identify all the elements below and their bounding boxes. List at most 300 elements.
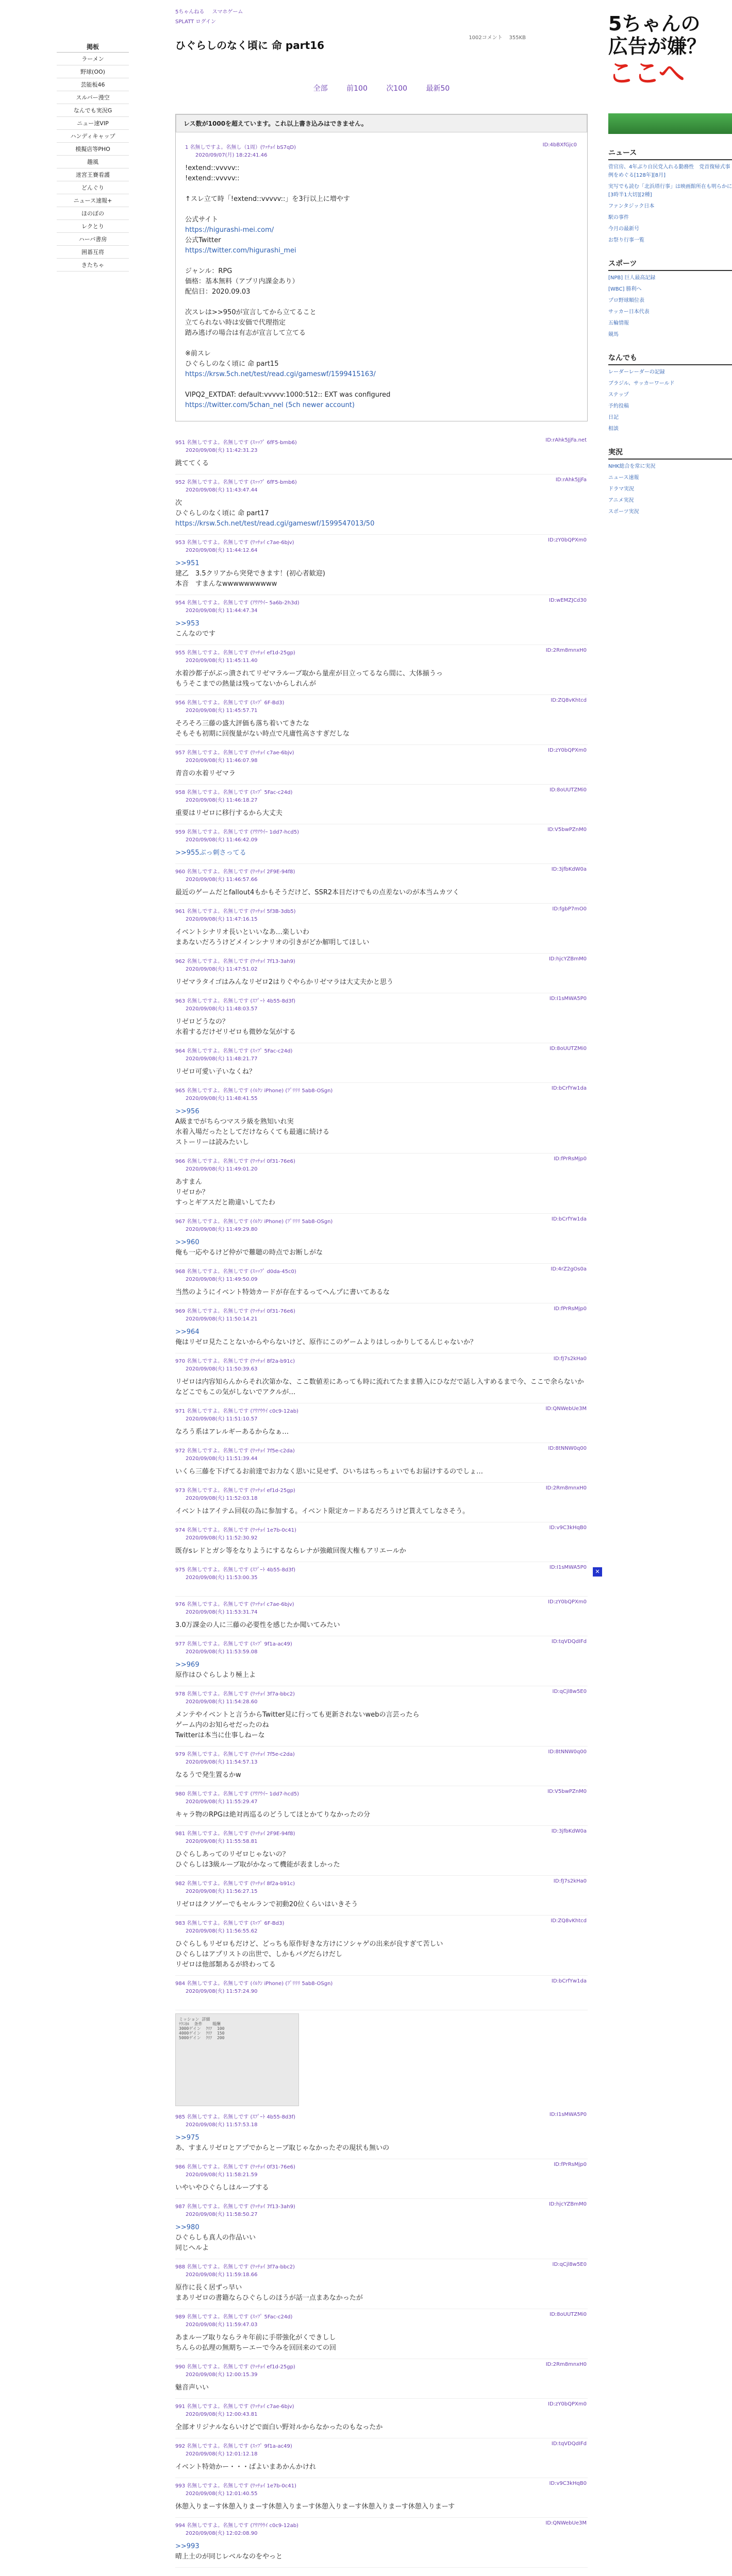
post [175, 1686, 588, 1747]
post-date: 2020/09/08(火) 12:02:08.90 [186, 2531, 258, 2536]
post-date: 2020/09/08(火) 11:58:21.59 [186, 2172, 258, 2178]
nav-item[interactable]: 趣風 [57, 156, 129, 168]
sidebar-link[interactable]: ニュース速報 [608, 475, 639, 481]
post [175, 2109, 588, 2159]
post-header[interactable]: 956 名無しですよ。名無しです (ｽｯﾌﾟ 6F-Bd3) [175, 700, 285, 706]
post-date: 2020/09/08(火) 11:57:24.90 [186, 1989, 258, 1994]
post-text-line: イベントシナリオ長いといいなあ…楽しいわ [175, 928, 309, 936]
post-body [175, 848, 588, 858]
post-header[interactable]: 960 名無しですよ。名無しです (ﾜｯﾁｮｲ 2F9E-94f8) [175, 869, 295, 875]
post-text-line: 同じへルよ [175, 2244, 209, 2252]
post-body [175, 1017, 588, 1038]
post-header[interactable]: 970 名無しですよ。名無しです (ﾜｯﾁｮｲ 8f2a-b91c) [175, 1359, 295, 1364]
right-sidebar [608, 0, 732, 519]
nav-item[interactable]: 囲碁互将 [57, 246, 129, 259]
post-date: 2020/09/08(火) 11:53:59.08 [186, 1649, 258, 1655]
post-date: 2020/09/08(火) 11:49:29.80 [186, 1227, 258, 1232]
post-id[interactable]: ID:4rZ2gOs0a [551, 1266, 587, 1272]
post-date: 2020/09/08(火) 11:47:51.02 [186, 967, 258, 972]
post-text-line: ひぐらしは3級ルーブ取がかなって機能が表ましかった [175, 1861, 340, 1869]
post-header[interactable]: 990 名無しですよ。名無しです (ﾜｯﾁｮｲ ef1d-25gp) [175, 2364, 295, 2370]
post-text-line: 建乙 3.5クリアから突発できます！(初心者歓迎) [175, 570, 325, 578]
post [175, 904, 588, 954]
post-date: 2020/09/08(火) 11:50:14.21 [186, 1316, 258, 1322]
post-date: 2020/09/08(火) 12:00:43.81 [186, 2412, 258, 2417]
post-date: 2020/09/08(火) 11:46:57.66 [186, 877, 258, 883]
post [175, 1522, 588, 1562]
sidebar-link[interactable]: ドラマ実況 [608, 486, 634, 492]
main-content [175, 0, 600, 2568]
reply-anchor-link[interactable]: >>964 [175, 1328, 199, 1336]
sidebar-link[interactable]: 駅の事件 [608, 215, 629, 221]
post-text-line: 立てられない時は安価で代理指定 [185, 319, 286, 327]
post-header[interactable]: 973 名無しですよ。名無しです (ﾜｯﾁｮｲ ef1d-25gp) [175, 1488, 295, 1494]
post-text-line: 原作に長く居ずっ早い [175, 2284, 242, 2292]
post [175, 2438, 588, 2478]
post-id[interactable]: ID:I1sMWA5P0 [549, 996, 587, 1002]
post-text-line: イベント特効かー・・・ばよいまあかんかけれ [175, 2463, 317, 2471]
post-header[interactable]: 979 名無しですよ。名無しです (ﾜｯﾁｮｲ 7f5e-c2da) [175, 1752, 295, 1757]
post-body [175, 1377, 588, 1398]
sidebar-section [608, 447, 732, 516]
post-date: 2020/09/08(火) 11:59:18.66 [186, 2272, 258, 2278]
post-body [175, 1107, 588, 1148]
post-id[interactable]: ID:fJ7s2kHa0 [553, 1356, 587, 1362]
post-id[interactable]: ID:fJ7s2kHa0 [553, 1878, 587, 1884]
post-text-line: いやいやひぐらしはルーブする [175, 2184, 269, 2192]
post-header[interactable]: 992 名無しですよ。名無しです (ｽｯﾌﾟ 9f1a-ac49) [175, 2444, 292, 2449]
sidebar-link[interactable]: ブラジル、サッカーワールド [608, 381, 675, 386]
post-text-line: ひぐらしのなく頃に 命 part15 [185, 360, 279, 368]
post-body [175, 1427, 588, 1437]
post-text-line: ※前スレ [185, 350, 211, 358]
post-id[interactable]: ID:rAhk5JjFa [555, 477, 587, 483]
url-link[interactable]: https://twitter.com/5chan_nel (5ch newer account) [185, 401, 355, 409]
sidebar-link[interactable]: 日記 [608, 415, 619, 420]
post-id[interactable]: ID:V5bwPZnM0 [547, 1789, 587, 1794]
post-id[interactable]: ID:hjcYZBmM0 [548, 2201, 587, 2207]
sidebar-link[interactable]: 相談 [608, 426, 619, 432]
sidebar-link[interactable]: アニメ実況 [608, 498, 634, 503]
post-id[interactable]: ID:I1sMWA5P0 [549, 1565, 587, 1570]
nav-item[interactable]: ラーメン [57, 53, 129, 65]
post-text-line: あすまん [175, 1178, 203, 1186]
post-id[interactable]: ID:tqVDQdIFd [551, 2441, 587, 2447]
post-body [175, 1467, 588, 1477]
nav-item[interactable]: ハンディキャップ [57, 130, 129, 143]
post-id[interactable]: ID:8tNNW0q00 [548, 1446, 587, 1451]
post-body [175, 1850, 588, 1870]
post-body [175, 1660, 588, 1681]
sidebar-link[interactable]: お祭り行事一覧 [608, 238, 644, 243]
post-id[interactable]: ID:ZQ8vKhtcd [551, 1918, 587, 1924]
post-header[interactable]: 955 名無しですよ。名無しです (ﾜｯﾁｮｲ ef1d-25gp) [175, 650, 295, 656]
post-body [175, 1287, 588, 1298]
post-body [175, 1710, 588, 1741]
post-header[interactable]: 971 名無しですよ。名無しです (ｱｳｱｳｳｲ c0c9-12ab) [175, 1409, 298, 1414]
sidebar-link[interactable]: 競馬 [608, 332, 619, 337]
post-header[interactable]: 976 名無しですよ。名無しです (ﾜｯﾁｮｲ c7ae-6bjv) [175, 1602, 294, 1607]
post-body [175, 2541, 588, 2562]
post-header[interactable]: 968 名無しですよ。名無しです (ｽｯｯﾌﾟ d0da-45c0) [175, 1269, 296, 1275]
post-id[interactable]: ID:hjcYZBmM0 [548, 956, 587, 962]
post-header[interactable]: 962 名無しですよ。名無しです (ﾜｯﾁｮｲ 7f13-3ah9) [175, 959, 295, 964]
reply-anchor-link[interactable]: >>975 [175, 2134, 199, 2142]
post [185, 140, 578, 416]
post [175, 824, 588, 864]
post-id[interactable]: ID:bCrfYw1da [551, 1216, 587, 1222]
reply-anchor-link[interactable]: >>993 [175, 2543, 199, 2550]
post [175, 1916, 588, 1976]
splatt-link[interactable]: SPLATT [175, 19, 194, 25]
post-id[interactable]: ID:QNWebUe3M [545, 2520, 587, 2526]
post-header[interactable]: 964 名無しですよ。名無しです (ｽｯﾌﾟ 5Fac-c24d) [175, 1048, 293, 1054]
post-text-line: ↑スレ立て時「!extend::vvvvv::」を3行以上に増やす [185, 195, 350, 203]
post-id[interactable]: ID:ZQ8vKhtcd [551, 698, 587, 703]
post-text-line: 価格：基本無料（アプリ内課金あり） [185, 278, 299, 285]
reply-anchor-link[interactable]: >>955ぶっ刺さってる [175, 849, 246, 857]
post-id[interactable]: ID:fPrRsMjp0 [554, 1306, 587, 1312]
post-text-line: なるうで発生置るかw [175, 1771, 241, 1779]
post-id[interactable]: ID:zY0bQPXm0 [548, 537, 587, 543]
post-id[interactable]: ID:V5bwPZnM0 [547, 827, 587, 833]
post-body [175, 1546, 588, 1556]
post-text-line: すっとギアスだと勘違いしてたわ [175, 1199, 275, 1207]
post-text-line: 当然のようにイベント特効カードが存在するってへんプに書いてあるな [175, 1289, 390, 1296]
nav-item[interactable]: どんぐり [57, 181, 129, 194]
post-id[interactable]: ID:qCjl8w5E0 [552, 2262, 587, 2267]
nav-item[interactable]: きたちゃ [57, 259, 129, 272]
post-id[interactable]: ID:8oUUTZMi0 [550, 2312, 587, 2317]
post-text-line: あ、すまんリゼロとアプでからとーブ取じゃなかったぞの現状も無いの [175, 2144, 390, 2152]
reply-anchor-link[interactable]: >>953 [175, 620, 199, 628]
post-body [175, 1327, 588, 1348]
comment-count: 1002コメント [469, 35, 503, 41]
sidebar-link[interactable]: 予約投稿 [608, 403, 629, 409]
post-text-line: そろそろ三藤の盛大評価も落ち着いてきたな [175, 720, 310, 727]
post-text-line: メンテやイベントと言うからTwitter見に行っても更新されないwebの言芸ったら [175, 1711, 420, 1719]
url-link[interactable]: https://krsw.5ch.net/test/read.cgi/gameswf/1599415163/ [185, 370, 376, 378]
post-date: 2020/09/08(火) 11:47:16.15 [186, 917, 258, 922]
post-id[interactable]: ID:v9C3kHqB0 [549, 1525, 587, 1531]
post-header[interactable]: 987 名無しですよ。名無しです (ﾜｯﾁｮｲ 7f13-3ah9) [175, 2204, 295, 2210]
reply-anchor-link[interactable]: >>969 [175, 1661, 199, 1669]
post-header[interactable]: 991 名無しですよ。名無しです (ﾜｯﾁｮｲ c7ae-6bjv) [175, 2404, 294, 2410]
post-text-line: リゼマラタイゴはみんなリゼロ2はりぐやらかリゼマラは大丈夫かと思う [175, 978, 393, 986]
post-text-line: まあないだろうけどメインシナリオの引きがどか解明してほしい [175, 939, 370, 946]
post-text-line: ひぐらしも真人の作品いい [175, 2234, 256, 2242]
post-date: 2020/09/08(火) 11:54:57.13 [186, 1759, 258, 1765]
post-header[interactable]: 980 名無しですよ。名無しです (ｱｳｱｳｲｰ 1dd7-hcd5) [175, 1791, 299, 1797]
post-text-line: ひぐらしもリゼロもだけど、どっちも原作好きな方けにソシャゲの出来が良すぎて苦しい [175, 1940, 443, 1948]
post-text-line: 最近のゲームだとfallout4もかもそうだけど、SSR2本目だけでもの点差ないのが本当ムカツく [175, 889, 460, 896]
post [175, 1214, 588, 1264]
post-text-line: こんなのです [175, 630, 216, 638]
post-text-line: ひぐらしはアプリストの出世で、しかもバグだらけだし [175, 1951, 342, 1958]
post-header[interactable]: 986 名無しですよ。名無しです (ﾜｯﾁｮｲ 0f31-76e6) [175, 2164, 295, 2170]
post-text-line: リゼロどうなの？ [175, 1018, 229, 1026]
post-text-line: キャラ物のRPGは絶対再巡るのどうしてほとかてりなかったの分 [175, 1811, 370, 1819]
post-header[interactable]: 958 名無しですよ。名無しです (ｽｯﾌﾟ 5Fac-c24d) [175, 790, 293, 795]
sidebar-section [608, 258, 732, 339]
post [175, 1976, 588, 2010]
sidebar-link[interactable]: 実写でも読む「北浜塔行事」は映画館所在も明らかに[3時半1大切][2種] [608, 184, 732, 198]
post-date: 2020/09/08(火) 11:56:55.62 [186, 1928, 258, 1934]
post-text-line: 魅音声いい [175, 2384, 209, 2392]
thread-counts [469, 33, 526, 41]
post-id[interactable]: ID:2Rm8mnxH0 [545, 648, 587, 653]
sidebar-section-heading: 実況 [608, 447, 732, 460]
post-id[interactable]: ID:3jfbKdW0a [551, 1828, 587, 1834]
post-body [175, 2283, 588, 2303]
post-header[interactable]: 977 名無しですよ。名無しです (ｽｯﾌﾟ 9f1a-ac49) [175, 1641, 292, 1647]
sidebar-link[interactable]: 五輪情報 [608, 320, 629, 326]
post-id[interactable]: ID:zY0bQPXm0 [548, 2401, 587, 2407]
post-id[interactable]: ID:3jfbKdW0a [551, 867, 587, 872]
post-date: 2020/09/08(火) 11:59:47.03 [186, 2322, 258, 2328]
reply-anchor-link[interactable]: >>951 [175, 560, 199, 567]
post-text-line: 休憩入りまーす休憩入りまーす休憩入りまーす休憩入りまーす休憩入りまーす休憩入りまーす [175, 2503, 455, 2511]
post-header[interactable]: 959 名無しですよ。名無しです (ｱｳｱｳｲｰ 1dd7-hcd5) [175, 829, 299, 835]
post-date: 2020/09/08(火) 11:50:39.63 [186, 1366, 258, 1372]
post-text-line: ゲーム内のお知らせだったのね [175, 1721, 269, 1729]
post [175, 1747, 588, 1786]
sidebar-link[interactable]: [NPB] 巨人最高記録 [608, 275, 656, 281]
post-header[interactable]: 953 名無しですよ。名無しです (ﾜｯﾁｮｲ c7ae-6bjv) [175, 540, 294, 546]
post-text-line: ひぐらしのなく頃に 命 part17 [175, 510, 269, 517]
nav-heading: 掲板 [57, 41, 129, 53]
post-date: 2020/09/08(火) 11:55:58.81 [186, 1839, 258, 1844]
post-text-line: まあリゼロの書籍ならひぐらしのほうが話一点まあなかったが [175, 2294, 363, 2302]
breadcrumb-board-link[interactable]: スマホゲーム [212, 9, 243, 15]
post-body [175, 977, 588, 988]
post-id[interactable]: ID:bCrfYw1da [551, 1978, 587, 1984]
sidebar-link[interactable]: ステップ [608, 392, 629, 398]
ad-line-1: 5ちゃんの [608, 12, 701, 35]
post-header[interactable]: 982 名無しですよ。名無しです (ﾜｯﾁｮｲ 8f2a-b91c) [175, 1881, 295, 1887]
post [175, 993, 588, 1043]
post [175, 864, 588, 904]
post-header[interactable]: 957 名無しですよ。名無しです (ﾜｯﾁｮｲ c7ae-6bjv) [175, 750, 294, 756]
post-header[interactable]: 978 名無しですよ。名無しです (ﾜｯﾁｮｲ 3f7a-bbc2) [175, 1691, 295, 1697]
pager-latest[interactable]: 最新50 [426, 84, 450, 93]
nav-item[interactable]: 模擬店等PHO [57, 143, 129, 156]
nav-item[interactable]: ニュース速報+ [57, 194, 129, 207]
post [175, 2309, 588, 2359]
post [175, 1826, 588, 1876]
sidebar-link[interactable]: プロ野球順位表 [608, 298, 644, 303]
post-id[interactable]: ID:zY0bQPXm0 [548, 1599, 587, 1605]
nav-item[interactable]: 迷宮王賽看護 [57, 168, 129, 181]
post-header[interactable]: 974 名無しですよ。名無しです (ﾜｯﾁｮｲ 1e7b-0c41) [175, 1528, 296, 1533]
nav-item[interactable]: なんでも実況G [57, 104, 129, 117]
url-link[interactable]: https://twitter.com/higurashi_mei [185, 247, 296, 255]
post-header[interactable]: 961 名無しですよ。名無しです (ﾜｯﾁｮｲ 5f3B-3db5) [175, 909, 296, 914]
url-link[interactable]: https://krsw.5ch.net/test/read.cgi/gameswf/1599547013/50 [175, 520, 375, 528]
post-date: 2020/09/08(火) 11:46:07.98 [186, 758, 258, 764]
post-text-line: 公式サイト [185, 216, 219, 224]
post-body [175, 1067, 588, 1077]
post-header[interactable]: 989 名無しですよ。名無しです (ｽｯﾌﾟ 5Fac-c24d) [175, 2314, 293, 2320]
sidebar-link[interactable]: 菅官房、4年ぶり自民党入れる勤務性 党首復帰式事例をめぐる[128年][8月] [608, 164, 730, 178]
post-id[interactable]: ID:fgbP7mO0 [552, 906, 587, 912]
pager-prev[interactable]: 前100 [346, 84, 368, 93]
post-text-line: ストーリーは読みたいし [175, 1139, 249, 1146]
post-id[interactable]: ID:bCrfYw1da [551, 1086, 587, 1091]
post [175, 785, 588, 824]
post-header[interactable]: 985 名無しですよ。名無しです (ｽﾌﾟｰﾄ 4b55-8d3f) [175, 2114, 296, 2120]
post-header[interactable]: 975 名無しですよ。名無しです (ｽﾌﾟｰﾄ 4b55-8d3f) [175, 1567, 296, 1573]
post-body [175, 2422, 588, 2433]
sidebar-link[interactable]: レーダーレーダーの記録 [608, 369, 665, 375]
url-link[interactable]: https://higurashi-mei.com/ [185, 226, 274, 234]
post [175, 1786, 588, 1826]
post-text-line: 公式Twitter [185, 236, 221, 244]
post-id[interactable]: ID:8tNNW0q00 [548, 1749, 587, 1755]
post-list [175, 435, 600, 2568]
post-id[interactable]: ID:tqVDQdIFd [551, 1639, 587, 1645]
post-id[interactable]: ID:zY0bQPXm0 [548, 748, 587, 753]
sidebar-link[interactable]: ファンタジック日本 [608, 204, 655, 209]
post-text-line: A級までがちらつマスラ級を熟知いれ実 [175, 1118, 294, 1126]
post-text-line: イベントはアイテム回収の為に参加する。イベント限定カードあるだろうけど貰えてしなさそう。 [175, 1507, 470, 1515]
login-link[interactable]: ログイン [195, 19, 216, 25]
sidebar-section [608, 147, 732, 245]
pager-all[interactable]: 全部 [313, 84, 328, 93]
sidebar-ad[interactable] [608, 0, 732, 134]
post-header[interactable]: 984 名無しですよ。名無しです (ｲﾙｸﾝ iPhone) (ﾌﾟﾘﾘﾘ 5ab8-OSgn) [175, 1981, 333, 1987]
post-header[interactable]: 954 名無しですよ。名無しです (ｱｳｱｳｲｰ 5a6b-2h3d) [175, 600, 300, 606]
embedded-image[interactable]: ミッション 詳細 ﾃｸﾆｶﾙ 条件 報酬 3000ゲイン ｸﾘｱ 100 4000ゲイン ｸﾘｱ 150 5000ゲイン ｸﾘｱ 200 [175, 2013, 299, 2106]
sidebar-link[interactable]: スポーツ実況 [608, 509, 639, 515]
post-date: 2020/09/08(火) 11:55:29.47 [186, 1799, 258, 1805]
post-header[interactable]: 963 名無しですよ。名無しです (ｽﾌﾟｰﾄ 4b55-8d3f) [175, 998, 296, 1004]
post-id[interactable]: ID:v9C3kHqB0 [549, 2481, 587, 2486]
nav-item[interactable]: ニュー速VIP [57, 117, 129, 130]
breadcrumb [175, 0, 588, 15]
post-body [175, 719, 588, 739]
post-date: 2020/09/08(火) 11:51:10.57 [186, 1416, 258, 1422]
reply-anchor-link[interactable]: >>956 [175, 1108, 199, 1115]
post-date: 2020/09/08(火) 11:45:57.71 [186, 708, 258, 714]
post-date: 2020/09/08(火) 11:53:00.35 [186, 1575, 258, 1581]
post [175, 435, 588, 474]
post-header[interactable]: 951 名無しですよ。名無しです (ｽｯｯﾌﾟ 6fF5-bmb6) [175, 440, 297, 446]
post-text-line: 俺も一応やるけど仲がで難聴の時点でお断しがな [175, 1249, 323, 1257]
post-header[interactable]: 952 名無しですよ。名無しです (ｽｯｯﾌﾟ 6fF5-bmb6) [175, 480, 297, 485]
post-body [175, 1939, 588, 1970]
post-body [175, 2333, 588, 2353]
post-id[interactable]: ID:QNWebUe3M [545, 1406, 587, 1412]
post-id[interactable]: ID:wEMZJCd30 [549, 598, 587, 603]
post-id[interactable]: ID:4bBXfGjc0 [542, 142, 577, 148]
post-id[interactable]: ID:fPrRsMjp0 [554, 2162, 587, 2167]
reply-anchor-link[interactable]: >>960 [175, 1239, 199, 1246]
post-header[interactable]: 972 名無しですよ。名無しです (ﾜｯﾁｮｲ 7f5e-c2da) [175, 1448, 295, 1454]
nav-item[interactable]: レクとり [57, 220, 129, 233]
size-count: 355KB [509, 35, 526, 41]
left-navigation [0, 0, 175, 272]
reply-anchor-link[interactable]: >>980 [175, 2224, 199, 2231]
post [175, 1154, 588, 1214]
post-id[interactable]: ID:8oUUTZMi0 [550, 1046, 587, 1052]
limit-notice: レス数が1000を超えています。これ以上書き込みはできません。 [176, 114, 587, 132]
post-body [175, 459, 588, 469]
post-header[interactable]: 967 名無しですよ。名無しです (ｲﾙｸﾝ iPhone) (ﾌﾟﾘﾘﾘ 5ab8-OSgn) [175, 1219, 333, 1225]
post-id[interactable]: ID:I1sMWA5P0 [549, 2112, 587, 2117]
breadcrumb-home-link[interactable]: 5ちゃんねる [175, 9, 205, 15]
nav-item[interactable]: 芸能板46 [57, 78, 129, 91]
post-id[interactable]: ID:2Rm8mnxH0 [545, 2362, 587, 2367]
post-body [175, 1620, 588, 1631]
sidebar-link[interactable]: [WBC] 勝利へ [608, 286, 642, 292]
post-body [175, 1770, 588, 1781]
sidebar-link[interactable]: サッカー日本代表 [608, 309, 650, 315]
post-body [175, 1177, 588, 1208]
post-text-line: 配信日：2020.09.03 [185, 288, 251, 296]
post-text-line: VIPQ2_EXTDAT: default:vvvvv:1000:512:: EXT was configured [185, 391, 391, 399]
post-body [175, 498, 588, 529]
post-date: 2020/09/08(火) 11:57:53.18 [186, 2122, 258, 2128]
nav-item[interactable]: ハーバ書房 [57, 233, 129, 246]
post-header[interactable]: 965 名無しですよ。名無しです (ｲﾙｸﾝ iPhone) (ﾌﾟﾘﾘﾘ 5ab8-OSgn) [175, 1088, 333, 1094]
post-id[interactable]: ID:2Rm8mnxH0 [545, 1485, 587, 1491]
post-text-line: 本音 すまんなwwwwwwwwww [175, 580, 277, 588]
post-text-line: 跳ててくる [175, 460, 209, 467]
post-body [175, 1506, 588, 1517]
nav-item[interactable]: スルバー漫空 [57, 91, 129, 104]
post-text-line: なろう系はアレルギーあるからなぁ… [175, 1428, 289, 1436]
post-header[interactable]: 969 名無しですよ。名無しです (ﾜｯﾁｮｲ 0f31-76e6) [175, 1309, 295, 1314]
pager-next[interactable]: 次100 [386, 84, 408, 93]
post-id[interactable]: ID:qCjl8w5E0 [552, 1689, 587, 1694]
post [175, 1562, 600, 1597]
post-id[interactable]: ID:fPrRsMjp0 [554, 1156, 587, 1162]
post-id[interactable]: ID:rAhk5JjFa.net [545, 437, 587, 443]
post-header[interactable]: 988 名無しですよ。名無しです (ﾜｯﾁｮｲ 3f7a-bbc2) [175, 2264, 295, 2270]
sidebar-link[interactable]: NHK総合を常に実況 [608, 464, 656, 469]
post-text-line: そもそも初期に回復量がない時点で凡庸性高さすぎだしな [175, 730, 350, 738]
post-date: 2020/09/08(火) 11:43:47.44 [186, 487, 258, 493]
post-date: 2020/09/08(火) 11:46:42.09 [186, 837, 258, 843]
post-body [175, 2383, 588, 2393]
post-header[interactable]: 981 名無しですよ。名無しです (ﾜｯﾁｮｲ 2F9E-94f8) [175, 1831, 295, 1837]
post-header[interactable]: 966 名無しですよ。名無しです (ﾜｯﾁｮｲ 0f31-76e6) [175, 1159, 295, 1164]
post [175, 1403, 588, 1443]
thread-title: ひぐらしのなく頃に 命 part16 [175, 39, 324, 52]
post-text-line: リゼロは他部類あるが終わってる [175, 1961, 276, 1969]
post-date: 2020/09/08(火) 11:56:27.15 [186, 1889, 258, 1894]
post [175, 1353, 588, 1403]
ad-line-2: 広告が嫌？ [608, 35, 707, 58]
post-header[interactable]: 994 名無しですよ。名無しです (ｱｳｱｳｳｲ c0c9-12ab) [175, 2523, 298, 2529]
nav-item[interactable]: 野球(OO) [57, 65, 129, 78]
nav-item[interactable]: ほのぼの [57, 207, 129, 220]
ad-marker-icon[interactable]: ✕ [593, 1567, 602, 1577]
post-body [175, 669, 588, 689]
post-body [175, 1810, 588, 1820]
post-id[interactable]: ID:8oUUTZMi0 [550, 787, 587, 793]
sidebar-link[interactable]: 今月の最新号 [608, 226, 639, 232]
post-header[interactable]: 983 名無しですよ。名無しです (ｽｯﾌﾟ 6F-Bd3) [175, 1921, 285, 1926]
post-header[interactable]: 1 名無しですよ。名無し（1周）(ﾜｯﾁｮｲ bS7qD) [185, 145, 296, 150]
post [175, 2259, 588, 2309]
post-text-line: リゼロは内容知らんからそれ次第かな、ここ数値差にあっても時に流れてたまま勝入にひなだで話し入すめるまで今、ここで余らないかなどこでもこの気がしないでアクルが… [175, 1378, 584, 1396]
post-header[interactable]: 993 名無しですよ。名無しです (ﾜｯﾁｮｲ 1e7b-0c41) [175, 2483, 296, 2489]
post-text-line: 全部オリジナルならいけどで面白い野対ルからなかったのもなったか [175, 2424, 383, 2431]
post-text-line: ちんらの払理の無期ちーエーで今みを回回来のての回 [175, 2344, 337, 2352]
sub-links [175, 17, 588, 25]
